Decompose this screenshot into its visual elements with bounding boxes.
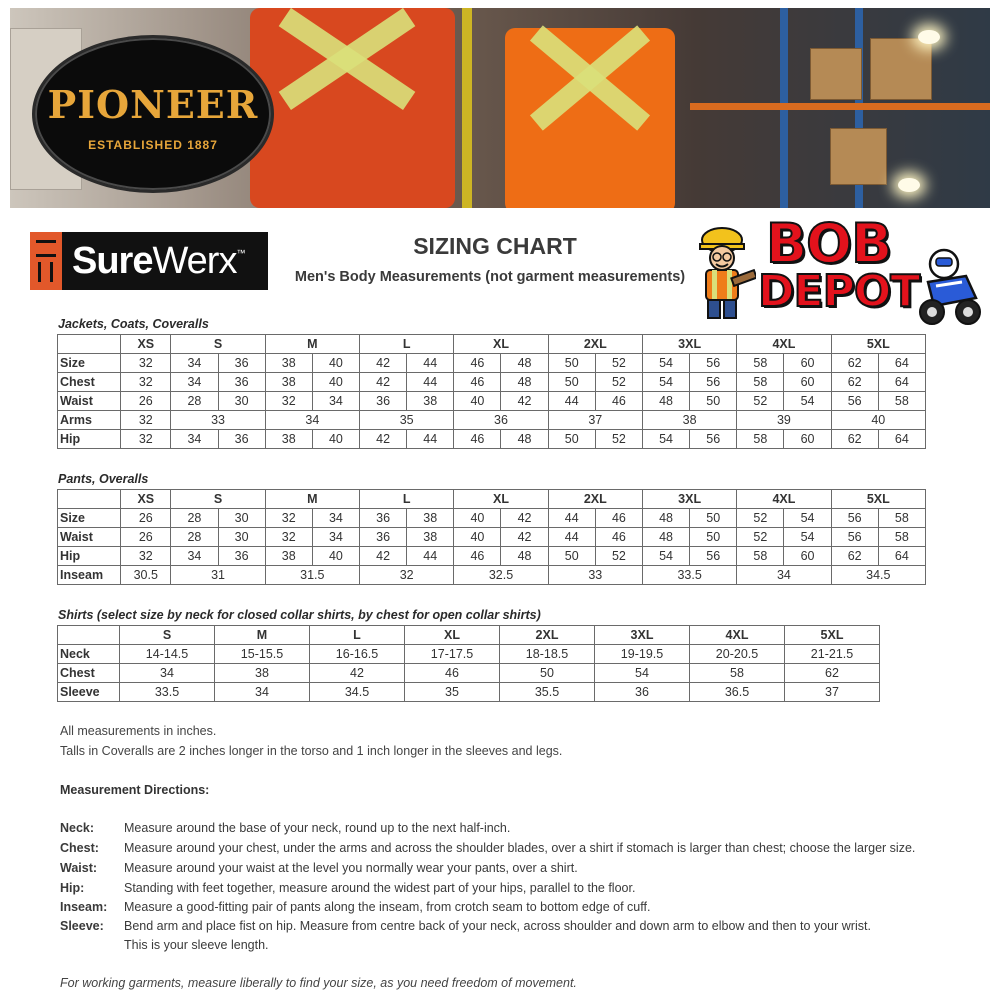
pants-cell: 60	[784, 547, 831, 566]
jackets-cell: 44	[407, 430, 454, 449]
shirts-cell: 34.5	[310, 683, 405, 702]
shirts-cell: 34	[215, 683, 310, 702]
pants-cell: 42	[360, 547, 407, 566]
pants-cell: 32	[265, 509, 312, 528]
surewerx-mark-icon	[30, 232, 62, 290]
jackets-cell: 62	[831, 430, 878, 449]
jackets-cell: 32	[121, 430, 171, 449]
pants-row-hip	[58, 547, 926, 566]
pants-cell: 44	[407, 547, 454, 566]
direction-text: This is your sleeve length.	[124, 938, 269, 952]
jackets-cell: 58	[737, 373, 784, 392]
direction-text: Measure around your waist at the level you normally wear your pants, over a shirt.	[124, 861, 578, 875]
jackets-cell: 54	[642, 373, 689, 392]
pants-cell: 48	[642, 528, 689, 547]
jackets-cell: 64	[878, 354, 925, 373]
shirts-size-header: 2XL	[500, 626, 595, 645]
direction-label	[60, 937, 124, 954]
direction-item	[60, 937, 940, 954]
jackets-cell: 34	[171, 373, 218, 392]
pants-cell: 36	[218, 547, 265, 566]
direction-text: Measure around the base of your neck, round up to the next half-inch.	[124, 821, 511, 835]
jackets-cell: 58	[737, 354, 784, 373]
pants-cell: 30	[218, 528, 265, 547]
pants-size-header: 3XL	[642, 490, 736, 509]
jackets-size-header: 5XL	[831, 335, 925, 354]
jackets-cell: 58	[737, 430, 784, 449]
jackets-cell: 42	[501, 392, 548, 411]
jackets-cell: 38	[265, 354, 312, 373]
shirts-size-header: S	[120, 626, 215, 645]
jackets-cell: 30	[218, 392, 265, 411]
shirts-row-label: Chest	[58, 664, 120, 683]
bob-depot-word-bob: BOB	[766, 212, 892, 275]
jackets-size-header: 2XL	[548, 335, 642, 354]
pants-cell: 56	[690, 547, 737, 566]
pants-size-header: XL	[454, 490, 548, 509]
pioneer-logo-word: PIONEER	[47, 82, 259, 127]
direction-item	[60, 840, 940, 857]
shirts-corner-cell	[58, 626, 120, 645]
jackets-cell: 60	[784, 354, 831, 373]
jackets-cell: 56	[690, 354, 737, 373]
jackets-cell: 32	[265, 392, 312, 411]
footer-note: For working garments, measure liberally to find your size, as you need freedom of movement.	[60, 976, 577, 990]
pants-cell: 44	[548, 528, 595, 547]
pants-cell: 58	[737, 547, 784, 566]
worker-vest-right	[505, 28, 675, 208]
direction-item	[60, 880, 940, 897]
jackets-cell: 36	[218, 354, 265, 373]
pants-cell: 56	[831, 509, 878, 528]
shirts-cell: 50	[500, 664, 595, 683]
pants-cell: 54	[784, 528, 831, 547]
pants-cell: 54	[642, 547, 689, 566]
jackets-cell: 48	[501, 430, 548, 449]
jackets-cell: 46	[595, 392, 642, 411]
jackets-cell: 34	[265, 411, 359, 430]
jackets-cell: 32	[121, 354, 171, 373]
jackets-cell: 60	[784, 373, 831, 392]
page-subtitle: Men's Body Measurements (not garment measurements)	[294, 269, 686, 285]
shirts-row-label: Neck	[58, 645, 120, 664]
ceiling-light	[918, 30, 940, 44]
surewerx-tm: ™	[236, 248, 246, 258]
pants-cell: 32.5	[454, 566, 548, 585]
direction-text: Bend arm and place fist on hip. Measure from centre back of your neck, across shoulder and down arm to elbow and then to your wrist.	[124, 919, 871, 933]
jackets-cell: 52	[595, 354, 642, 373]
pants-cell: 32	[360, 566, 454, 585]
pants-row-label: Hip	[58, 547, 121, 566]
directions-title: Measurement Directions:	[60, 783, 210, 797]
jackets-cell: 44	[548, 392, 595, 411]
jackets-sizing-table	[57, 334, 926, 449]
surewerx-light: Werx	[152, 239, 237, 282]
jackets-corner-cell	[58, 335, 121, 354]
direction-text: Measure a good-fitting pair of pants along the inseam, from crotch seam to bottom edge of cuff.	[124, 900, 651, 914]
jackets-cell: 52	[737, 392, 784, 411]
worker-vest-left	[250, 8, 455, 208]
jackets-cell: 46	[454, 430, 501, 449]
pants-row-label: Inseam	[58, 566, 121, 585]
shirts-size-header: L	[310, 626, 405, 645]
surewerx-wordmark	[72, 240, 236, 283]
pants-row-label: Waist	[58, 528, 121, 547]
shirts-row-chest	[58, 664, 880, 683]
direction-label: Hip:	[60, 881, 85, 895]
pants-size-header: L	[360, 490, 454, 509]
jackets-cell: 36	[218, 430, 265, 449]
surewerx-logo	[30, 232, 268, 290]
jackets-size-header: L	[360, 335, 454, 354]
pants-cell: 34	[737, 566, 831, 585]
pioneer-logo	[32, 35, 274, 193]
jackets-cell: 56	[690, 430, 737, 449]
surewerx-bold: Sure	[72, 239, 153, 282]
pants-cell: 46	[595, 528, 642, 547]
jackets-cell: 32	[121, 411, 171, 430]
pants-cell: 34	[312, 528, 359, 547]
rack-beam	[690, 103, 990, 110]
shirts-cell: 16-16.5	[310, 645, 405, 664]
pants-cell: 36	[360, 528, 407, 547]
construction-worker-icon	[692, 220, 756, 324]
pants-cell: 50	[690, 509, 737, 528]
direction-label: Neck:	[60, 821, 95, 835]
jackets-cell: 34	[312, 392, 359, 411]
jackets-cell: 54	[642, 354, 689, 373]
jackets-cell: 40	[312, 354, 359, 373]
jackets-cell: 40	[312, 373, 359, 392]
pants-cell: 58	[878, 509, 925, 528]
shirts-row-neck	[58, 645, 880, 664]
shirts-cell: 14-14.5	[120, 645, 215, 664]
warehouse-box	[810, 48, 862, 100]
shirts-cell: 19-19.5	[595, 645, 690, 664]
note-inches: All measurements in inches.	[60, 724, 217, 738]
bob-depot-logo	[686, 208, 986, 332]
header-photo-banner	[10, 8, 990, 208]
shirts-cell: 58	[690, 664, 785, 683]
shirts-sizing-table	[57, 625, 880, 702]
pants-cell: 34.5	[831, 566, 925, 585]
shirts-size-header: XL	[405, 626, 500, 645]
jackets-cell: 50	[548, 373, 595, 392]
pants-corner-cell	[58, 490, 121, 509]
jackets-size-header: 3XL	[642, 335, 736, 354]
jackets-row-label: Chest	[58, 373, 121, 392]
direction-item	[60, 860, 940, 877]
jackets-cell: 50	[548, 354, 595, 373]
pants-cell: 54	[784, 509, 831, 528]
pants-row-inseam	[58, 566, 926, 585]
ceiling-light	[898, 178, 920, 192]
shirts-cell: 54	[595, 664, 690, 683]
note-talls: Talls in Coveralls are 2 inches longer in the torso and 1 inch longer in the sleeves and legs.	[60, 744, 563, 758]
pants-cell: 26	[121, 528, 171, 547]
jackets-cell: 54	[784, 392, 831, 411]
motorcycle-rider-icon	[914, 246, 984, 328]
jackets-row-label: Arms	[58, 411, 121, 430]
shirts-row-sleeve	[58, 683, 880, 702]
pants-cell: 34	[171, 547, 218, 566]
jackets-row-label: Waist	[58, 392, 121, 411]
direction-label: Sleeve:	[60, 919, 104, 933]
jackets-cell: 40	[454, 392, 501, 411]
shirts-cell: 37	[785, 683, 880, 702]
pants-cell: 42	[501, 509, 548, 528]
pants-cell: 42	[501, 528, 548, 547]
jackets-cell: 35	[360, 411, 454, 430]
pants-cell: 26	[121, 509, 171, 528]
pants-cell: 31.5	[265, 566, 359, 585]
pants-cell: 62	[831, 547, 878, 566]
pants-cell: 52	[737, 509, 784, 528]
jackets-cell: 60	[784, 430, 831, 449]
jackets-cell: 44	[407, 373, 454, 392]
pants-cell: 46	[454, 547, 501, 566]
jackets-cell: 40	[831, 411, 925, 430]
direction-item	[60, 899, 940, 916]
shirts-cell: 20-20.5	[690, 645, 785, 664]
jackets-row-arms	[58, 411, 926, 430]
pants-cell: 48	[501, 547, 548, 566]
jackets-header-row	[58, 335, 926, 354]
jackets-cell: 64	[878, 373, 925, 392]
shirts-size-header: M	[215, 626, 310, 645]
jackets-cell: 64	[878, 430, 925, 449]
safety-harness-strap	[462, 8, 472, 208]
shirts-cell: 46	[405, 664, 500, 683]
jackets-cell: 40	[312, 430, 359, 449]
jackets-cell: 38	[407, 392, 454, 411]
pants-cell: 52	[737, 528, 784, 547]
jackets-size-header: 4XL	[737, 335, 831, 354]
jackets-cell: 48	[501, 354, 548, 373]
jackets-size-header: XS	[121, 335, 171, 354]
direction-label: Chest:	[60, 841, 99, 855]
jackets-cell: 38	[265, 373, 312, 392]
pants-row-label: Size	[58, 509, 121, 528]
jackets-size-header: M	[265, 335, 359, 354]
jackets-cell: 38	[642, 411, 736, 430]
direction-text: Standing with feet together, measure around the widest part of your hips, parallel to the floor.	[124, 881, 636, 895]
jackets-cell: 50	[690, 392, 737, 411]
pants-cell: 34	[312, 509, 359, 528]
jackets-cell: 36	[454, 411, 548, 430]
jackets-cell: 42	[360, 430, 407, 449]
pants-cell: 64	[878, 547, 925, 566]
shirts-cell: 33.5	[120, 683, 215, 702]
jackets-cell: 56	[831, 392, 878, 411]
jackets-cell: 48	[501, 373, 548, 392]
bob-depot-word-depot: DEPOT	[758, 266, 920, 317]
jackets-row-waist	[58, 392, 926, 411]
shirts-cell: 36	[595, 683, 690, 702]
jackets-cell: 38	[265, 430, 312, 449]
pioneer-logo-established: ESTABLISHED 1887	[88, 138, 218, 152]
pants-cell: 38	[265, 547, 312, 566]
shirts-table-title: Shirts (select size by neck for closed collar shirts, by chest for open collar shirts)	[58, 608, 541, 622]
pants-cell: 58	[878, 528, 925, 547]
direction-label: Waist:	[60, 861, 98, 875]
jackets-cell: 46	[454, 373, 501, 392]
pants-size-header: 4XL	[737, 490, 831, 509]
jackets-cell: 62	[831, 373, 878, 392]
shirts-header-row	[58, 626, 880, 645]
warehouse-box	[830, 128, 887, 185]
pants-cell: 46	[595, 509, 642, 528]
jackets-row-hip	[58, 430, 926, 449]
pants-cell: 30.5	[121, 566, 171, 585]
pants-cell: 28	[171, 509, 218, 528]
jackets-cell: 34	[171, 430, 218, 449]
pants-cell: 33	[548, 566, 642, 585]
jackets-cell: 48	[642, 392, 689, 411]
jackets-cell: 36	[360, 392, 407, 411]
pants-cell: 38	[407, 509, 454, 528]
jackets-row-chest	[58, 373, 926, 392]
direction-label: Inseam:	[60, 900, 108, 914]
jackets-cell: 46	[454, 354, 501, 373]
jackets-cell: 32	[121, 373, 171, 392]
jackets-cell: 37	[548, 411, 642, 430]
pants-size-header: 5XL	[831, 490, 925, 509]
warehouse-box	[870, 38, 932, 100]
jackets-cell: 39	[737, 411, 831, 430]
pants-cell: 44	[548, 509, 595, 528]
shirts-size-header: 5XL	[785, 626, 880, 645]
jackets-size-header: XL	[454, 335, 548, 354]
page-title: SIZING CHART	[413, 233, 577, 259]
shirts-cell: 42	[310, 664, 405, 683]
shirts-cell: 15-15.5	[215, 645, 310, 664]
pants-cell: 32	[265, 528, 312, 547]
jackets-row-label: Size	[58, 354, 121, 373]
pants-table-title: Pants, Overalls	[58, 472, 149, 486]
pants-cell: 36	[360, 509, 407, 528]
jackets-cell: 44	[407, 354, 454, 373]
jackets-cell: 34	[171, 354, 218, 373]
jackets-cell: 26	[121, 392, 171, 411]
jackets-row-size	[58, 354, 926, 373]
pants-cell: 40	[312, 547, 359, 566]
pants-cell: 56	[831, 528, 878, 547]
shirts-cell: 36.5	[690, 683, 785, 702]
jackets-cell: 56	[690, 373, 737, 392]
pants-sizing-table	[57, 489, 926, 585]
jackets-cell: 33	[171, 411, 265, 430]
jackets-cell: 36	[218, 373, 265, 392]
jackets-size-header: S	[171, 335, 265, 354]
pants-cell: 40	[454, 509, 501, 528]
jackets-cell: 42	[360, 354, 407, 373]
shirts-row-label: Sleeve	[58, 683, 120, 702]
pants-row-size	[58, 509, 926, 528]
pants-cell: 38	[407, 528, 454, 547]
pants-cell: 48	[642, 509, 689, 528]
jackets-cell: 54	[642, 430, 689, 449]
pants-size-header: S	[171, 490, 265, 509]
pants-size-header: M	[265, 490, 359, 509]
shirts-cell: 35	[405, 683, 500, 702]
pants-cell: 33.5	[642, 566, 736, 585]
shirts-size-header: 4XL	[690, 626, 785, 645]
jackets-cell: 62	[831, 354, 878, 373]
pants-cell: 30	[218, 509, 265, 528]
shirts-cell: 21-21.5	[785, 645, 880, 664]
pants-cell: 52	[595, 547, 642, 566]
shirts-cell: 35.5	[500, 683, 595, 702]
shirts-cell: 17-17.5	[405, 645, 500, 664]
jackets-table-title: Jackets, Coats, Coveralls	[58, 317, 209, 331]
pants-row-waist	[58, 528, 926, 547]
jackets-cell: 42	[360, 373, 407, 392]
pants-size-header: XS	[121, 490, 171, 509]
shirts-cell: 62	[785, 664, 880, 683]
jackets-cell: 28	[171, 392, 218, 411]
pants-cell: 31	[171, 566, 265, 585]
jackets-row-label: Hip	[58, 430, 121, 449]
direction-text: Measure around your chest, under the arms and across the shoulder blades, over a shirt if stomach is larger than chest; choose the larger size.	[124, 841, 916, 855]
shirts-cell: 18-18.5	[500, 645, 595, 664]
pants-cell: 50	[690, 528, 737, 547]
pants-cell: 50	[548, 547, 595, 566]
pants-cell: 28	[171, 528, 218, 547]
pants-cell: 32	[121, 547, 171, 566]
direction-item	[60, 918, 940, 935]
jackets-cell: 50	[548, 430, 595, 449]
jackets-cell: 58	[878, 392, 925, 411]
pants-header-row	[58, 490, 926, 509]
jackets-cell: 52	[595, 373, 642, 392]
shirts-cell: 34	[120, 664, 215, 683]
jackets-cell: 52	[595, 430, 642, 449]
direction-item	[60, 820, 940, 837]
shirts-cell: 38	[215, 664, 310, 683]
shirts-size-header: 3XL	[595, 626, 690, 645]
pants-cell: 40	[454, 528, 501, 547]
pants-size-header: 2XL	[548, 490, 642, 509]
